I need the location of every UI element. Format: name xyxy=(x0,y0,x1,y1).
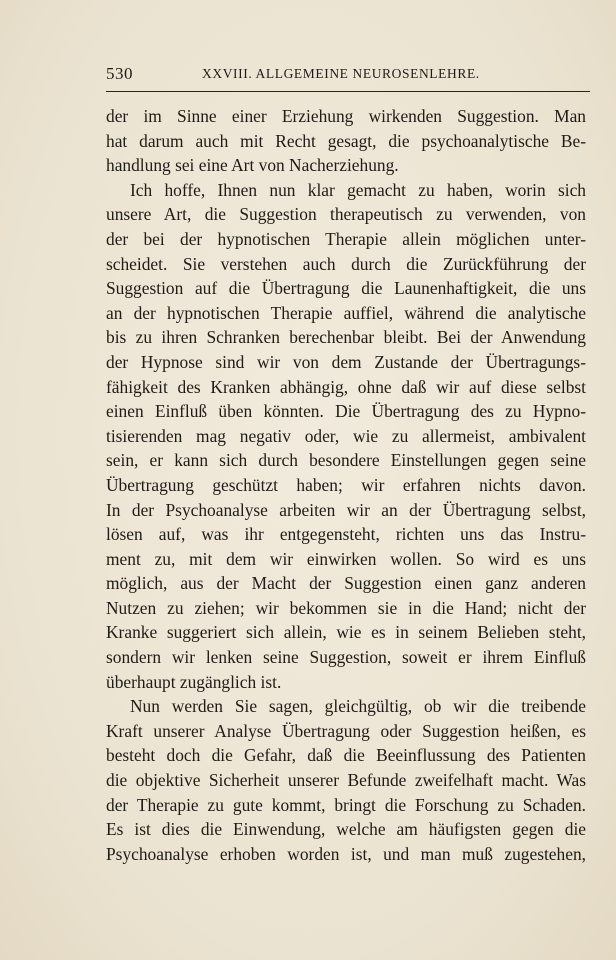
text-line: Nun werden Sie sagen, gleichgültig, ob wir die treibende xyxy=(130,696,586,717)
text-line: der Hypnose sind wir von dem Zustande der Übertragungs- xyxy=(106,351,586,372)
text-line: Kraft unserer Analyse Übertragung oder Suggestion heißen, es xyxy=(106,720,586,741)
text-line: der bei der hypnotischen Therapie allein möglichen unter- xyxy=(106,228,586,249)
text-line: überhaupt zugänglich ist. xyxy=(106,671,282,692)
text-line: der im Sinne einer Erziehung wirkenden Suggestion. Man xyxy=(106,106,586,126)
text-line: fähigkeit des Kranken abhängig, ohne daß wir auf diese selbst xyxy=(106,376,586,397)
text-line: lösen auf, was ihr entgegensteht, richten uns das Instru- xyxy=(106,524,586,545)
text-line: handlung sei eine Art von Nacherziehung. xyxy=(106,155,399,176)
text-line: Suggestion auf die Übertragung die Launenhaftigkeit, die uns xyxy=(106,278,586,299)
running-head: XXVIII. ALLGEMEINE NEUROSENLEHRE. xyxy=(202,66,480,81)
text-line: Psychoanalyse erhoben worden ist, und man muß zugestehen, xyxy=(106,843,586,864)
text-line: einen Einfluß üben könnten. Die Übertragung des zu Hypno- xyxy=(106,401,586,422)
text-line: unsere Art, die Suggestion therapeutisch zu verwenden, von xyxy=(106,204,586,225)
text-line: In der Psychoanalyse arbeiten wir an der Übertragung selbst, xyxy=(106,499,586,520)
body-text xyxy=(106,104,586,866)
text-line: der Therapie zu gute kommt, bringt die Forschung zu Schaden. xyxy=(106,794,586,815)
text-line: sondern wir lenken seine Suggestion, soweit er ihrem Einfluß xyxy=(106,647,586,668)
text-line: Ich hoffe, Ihnen nun klar gemacht zu haben, worin sich xyxy=(130,179,586,200)
text-line: scheidet. Sie verstehen auch durch die Zurückführung der xyxy=(106,253,586,274)
text-line: Nutzen zu ziehen; wir bekommen sie in die Hand; nicht der xyxy=(106,597,586,618)
header-rule xyxy=(106,91,590,92)
text-line: Kranke suggeriert sich allein, wie es in seinem Belieben steht, xyxy=(106,622,586,643)
text-line: bis zu ihren Schranken berechenbar bleibt. Bei der Anwendung xyxy=(106,327,586,348)
text-line: sein, er kann sich durch besondere Einstellungen gegen seine xyxy=(106,450,586,471)
text-line: hat darum auch mit Recht gesagt, die psychoanalytische Be- xyxy=(106,130,586,151)
page-header xyxy=(106,64,590,88)
text-line: möglich, aus der Macht der Suggestion einen ganz anderen xyxy=(106,573,586,594)
text-line: Übertragung geschützt haben; wir erfahren nichts davon. xyxy=(106,474,586,495)
page-number: 530 xyxy=(106,64,133,83)
text-line: ment zu, mit dem wir einwirken wollen. So wird es uns xyxy=(106,548,586,569)
text-line: tisierenden mag negativ oder, wie zu allermeist, ambivalent xyxy=(106,425,586,446)
text-line: Es ist dies die Einwendung, welche am häufigsten gegen die xyxy=(106,819,586,840)
text-line: an der hypnotischen Therapie auffiel, während die analytische xyxy=(106,302,586,323)
text-line: besteht doch die Gefahr, daß die Beeinflussung des Patienten xyxy=(106,745,586,766)
text-line: die objektive Sicherheit unserer Befunde zweifelhaft macht. Was xyxy=(106,770,586,791)
